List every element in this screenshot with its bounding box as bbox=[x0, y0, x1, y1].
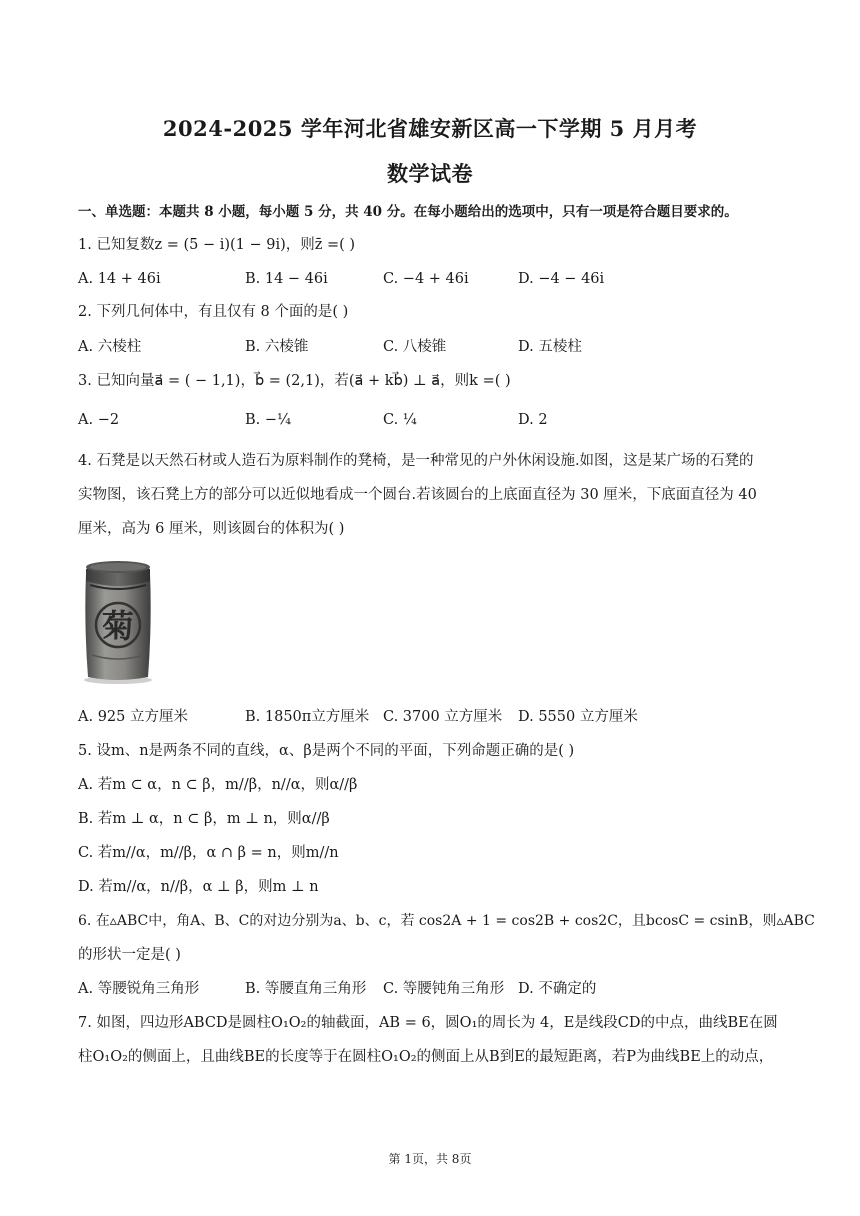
q5-option-d: D. 若m//α，n//β，α ⊥ β，则m ⊥ n bbox=[78, 879, 319, 895]
q3-option-c: C. ¼ bbox=[383, 412, 417, 428]
question-4-stem-line-1: 4. 石凳是以天然石材或人造石为原料制作的凳椅，是一种常见的户外休闲设施.如图，这是某广场的石凳的 bbox=[78, 453, 754, 469]
q4-option-c: C. 3700 立方厘米 bbox=[383, 709, 503, 725]
q3-option-a: A. −2 bbox=[78, 412, 120, 428]
question-1-stem: 1. 已知复数z = (5 − i)(1 − 9i)，则z̄ =( ) bbox=[78, 237, 356, 253]
q4-option-b: B. 1850π立方厘米 bbox=[245, 709, 370, 725]
question-4-stem-line-2: 实物图，该石凳上方的部分可以近似地看成一个圆台.若该圆台的上底面直径为 30 厘米，下底面直径为 40 bbox=[78, 487, 757, 503]
q4-option-d: D. 5550 立方厘米 bbox=[518, 709, 638, 725]
question-7-stem-line-2: 柱O₁O₂的侧面上，且曲线BE的长度等于在圆柱O₁O₂的侧面上从B到E的最短距离，若P为曲线BE上的动点， bbox=[78, 1049, 774, 1065]
section-heading: 一、单选题：本题共 8 小题，每小题 5 分，共 40 分。在每小题给出的选项中，只有一项是符合题目要求的。 bbox=[78, 204, 738, 220]
page-footer: 第 1页，共 8页 bbox=[388, 1152, 472, 1166]
question-7-stem-line-1: 7. 如图，四边形ABCD是圆柱O₁O₂的轴截面，AB = 6，圆O₁的周长为 4，E是线段CD的中点，曲线BE在圆 bbox=[78, 1015, 778, 1031]
stool-engraving-glyph: 菊 bbox=[101, 607, 135, 645]
q3-option-b: B. −¼ bbox=[245, 412, 292, 428]
stone-stool-photo bbox=[80, 555, 156, 685]
q6-option-a: A. 等腰锐角三角形 bbox=[78, 981, 200, 997]
q1-option-b: B. 14 − 46i bbox=[245, 271, 328, 287]
q3-option-d: D. 2 bbox=[518, 412, 548, 428]
exam-subtitle: 数学试卷 bbox=[387, 161, 473, 186]
q5-option-c: C. 若m//α，m//β，α ∩ β = n，则m//n bbox=[78, 845, 339, 861]
exam-title: 2024-2025 学年河北省雄安新区高一下学期 5 月月考 bbox=[162, 116, 698, 141]
question-4-stem-line-3: 厘米，高为 6 厘米，则该圆台的体积为( ) bbox=[78, 521, 345, 537]
q4-option-a: A. 925 立方厘米 bbox=[78, 709, 188, 725]
question-5-stem: 5. 设m、n是两条不同的直线，α、β是两个不同的平面，下列命题正确的是( ) bbox=[78, 743, 575, 759]
q6-option-b: B. 等腰直角三角形 bbox=[245, 981, 367, 997]
question-2-stem: 2. 下列几何体中，有且仅有 8 个面的是( ) bbox=[78, 304, 349, 320]
q1-option-a: A. 14 + 46i bbox=[78, 271, 161, 287]
question-6-stem-line-1: 6. 在▵ABC中，角A、B、C的对边分别为a、b、c，若 cos2A + 1 = cos2B + cos2C，且bcosC = csinB，则▵ABC bbox=[78, 913, 815, 929]
question-3-stem: 3. 已知向量a⃗ = ( − 1,1)，b⃗ = (2,1)，若(a⃗ + kb⃗) ⊥ a⃗，则k =( ) bbox=[78, 373, 511, 389]
q1-option-d: D. −4 − 46i bbox=[518, 271, 605, 287]
question-6-stem-line-2: 的形状一定是( ) bbox=[78, 947, 181, 963]
q2-option-d: D. 五棱柱 bbox=[518, 339, 582, 355]
q2-option-a: A. 六棱柱 bbox=[78, 339, 142, 355]
q6-option-d: D. 不确定的 bbox=[518, 981, 597, 997]
q6-option-c: C. 等腰钝角三角形 bbox=[383, 981, 505, 997]
q5-option-a: A. 若m ⊂ α，n ⊂ β，m//β，n//α，则α//β bbox=[78, 777, 358, 793]
q2-option-b: B. 六棱锥 bbox=[245, 339, 309, 355]
q2-option-c: C. 八棱锥 bbox=[383, 339, 447, 355]
q5-option-b: B. 若m ⊥ α，n ⊂ β，m ⊥ n，则α//β bbox=[78, 811, 330, 827]
q1-option-c: C. −4 + 46i bbox=[383, 271, 469, 287]
